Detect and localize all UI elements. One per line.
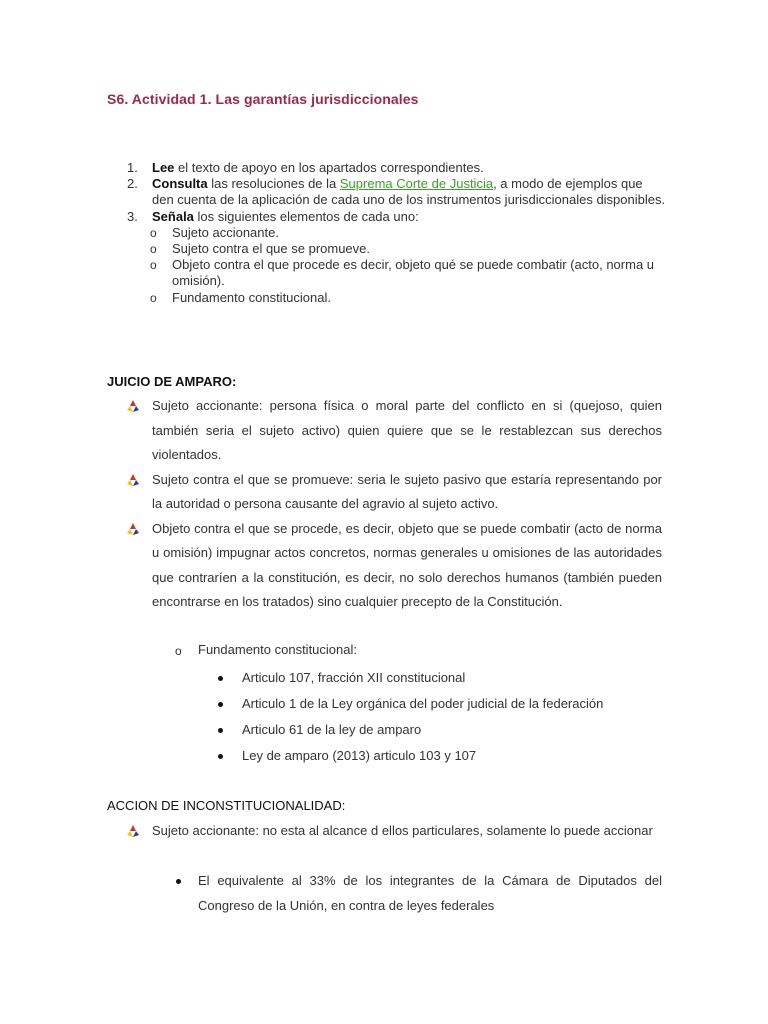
- section-heading-accion: ACCION DE INCONSTITUCIONALIDAD:: [107, 798, 346, 813]
- amparo-item: [127, 468, 662, 517]
- accion-item: [127, 819, 662, 844]
- arrow-bullet-icon: [127, 400, 139, 412]
- fundamento-item: Articulo 107, fracción XII constitucional: [218, 665, 603, 691]
- instruction-text: , a modo de ejemplos que den cuenta de la aplicación de cada uno de los instrumentos jurisdiccionales disponibles.: [152, 176, 666, 208]
- instruction-text: las resoluciones de la: [207, 176, 340, 192]
- accion-sub-list: [176, 869, 662, 918]
- arrow-bullet-icon: [127, 474, 139, 486]
- amparo-item-text: Sujeto contra el que se promueve: seria le sujeto pasivo que estaría representando por la autoridad o persona causante del agravio al sujeto activo.: [152, 471, 662, 511]
- element-text: Fundamento constitucional.: [172, 289, 331, 305]
- element-item: [127, 241, 667, 257]
- amparo-item: [127, 517, 662, 615]
- arrow-bullet-icon: [127, 523, 139, 535]
- element-text: Sujeto contra el que se promueve.: [172, 241, 371, 257]
- circle-bullet-icon: o: [150, 290, 157, 305]
- instruction-text: el texto de apoyo en los apartados correspondientes.: [174, 160, 484, 175]
- amparo-list: [127, 394, 662, 615]
- item-number: 1.: [127, 160, 138, 175]
- element-item: [127, 225, 667, 241]
- instruction-verb: Lee: [152, 160, 175, 175]
- accion-sub-item: El equivalente al 33% de los integrantes de la Cámara de Diputados del Congreso de la Unión, en contra de leyes federales: [176, 869, 662, 918]
- element-text: Sujeto accionante.: [172, 224, 279, 240]
- instruction-item: [127, 160, 667, 176]
- element-item: [127, 257, 667, 289]
- item-number: 3.: [127, 208, 138, 224]
- element-item: [127, 290, 667, 306]
- instruction-item: [127, 176, 667, 208]
- circle-bullet-icon: o: [150, 258, 157, 273]
- page-title: S6. Actividad 1. Las garantías jurisdiccionales: [107, 91, 419, 107]
- amparo-item: [127, 394, 662, 468]
- circle-bullet-icon: o: [150, 242, 157, 257]
- fundamento-item: Ley de amparo (2013) articulo 103 y 107: [218, 743, 603, 769]
- instructions-list: [127, 160, 667, 306]
- fundamento-label: [175, 642, 357, 658]
- scjn-link[interactable]: Suprema Corte de Justicia: [339, 176, 494, 192]
- amparo-item-text: Sujeto accionante: persona física o moral parte del conflicto en si (quejoso, quien también seria el sujeto activo) quien quiere que se le restablezcan sus derechos violentados.: [152, 398, 662, 462]
- accion-list: [127, 819, 662, 844]
- item-number: 2.: [127, 176, 138, 192]
- fundamento-item: Articulo 61 de la ley de amparo: [218, 717, 603, 743]
- circle-bullet-icon: o: [150, 225, 157, 240]
- circle-bullet-icon: o: [175, 644, 182, 658]
- fundamento-list: [218, 665, 603, 769]
- amparo-item-text: Objeto contra el que se procede, es decir, objeto que se puede combatir (acto de norma u omisión) impugnar actos concretos, normas generales u omisiones de las autoridades que contraríen a la constitución, es decir, no solo derechos humanos (también pueden encontrarse en los tratados) sino cualquier precepto de la Constitución.: [152, 520, 662, 609]
- section-heading-amparo: JUICIO DE AMPARO:: [107, 374, 237, 389]
- fundamento-label-text: Fundamento constitucional:: [198, 642, 357, 657]
- instruction-verb: Señala: [152, 208, 194, 224]
- accion-item-text: Sujeto accionante: no esta al alcance d ellos particulares, solamente lo puede accionar: [152, 823, 653, 838]
- fundamento-item: Articulo 1 de la Ley orgánica del poder judicial de la federación: [218, 691, 603, 717]
- instruction-item: [127, 209, 667, 225]
- arrow-bullet-icon: [127, 825, 139, 837]
- instruction-verb: Consulta: [152, 176, 208, 192]
- instruction-text: los siguientes elementos de cada uno:: [193, 208, 419, 224]
- element-text: Objeto contra el que procede es decir, objeto qué se puede combatir (acto, norma u omisión).: [172, 257, 655, 289]
